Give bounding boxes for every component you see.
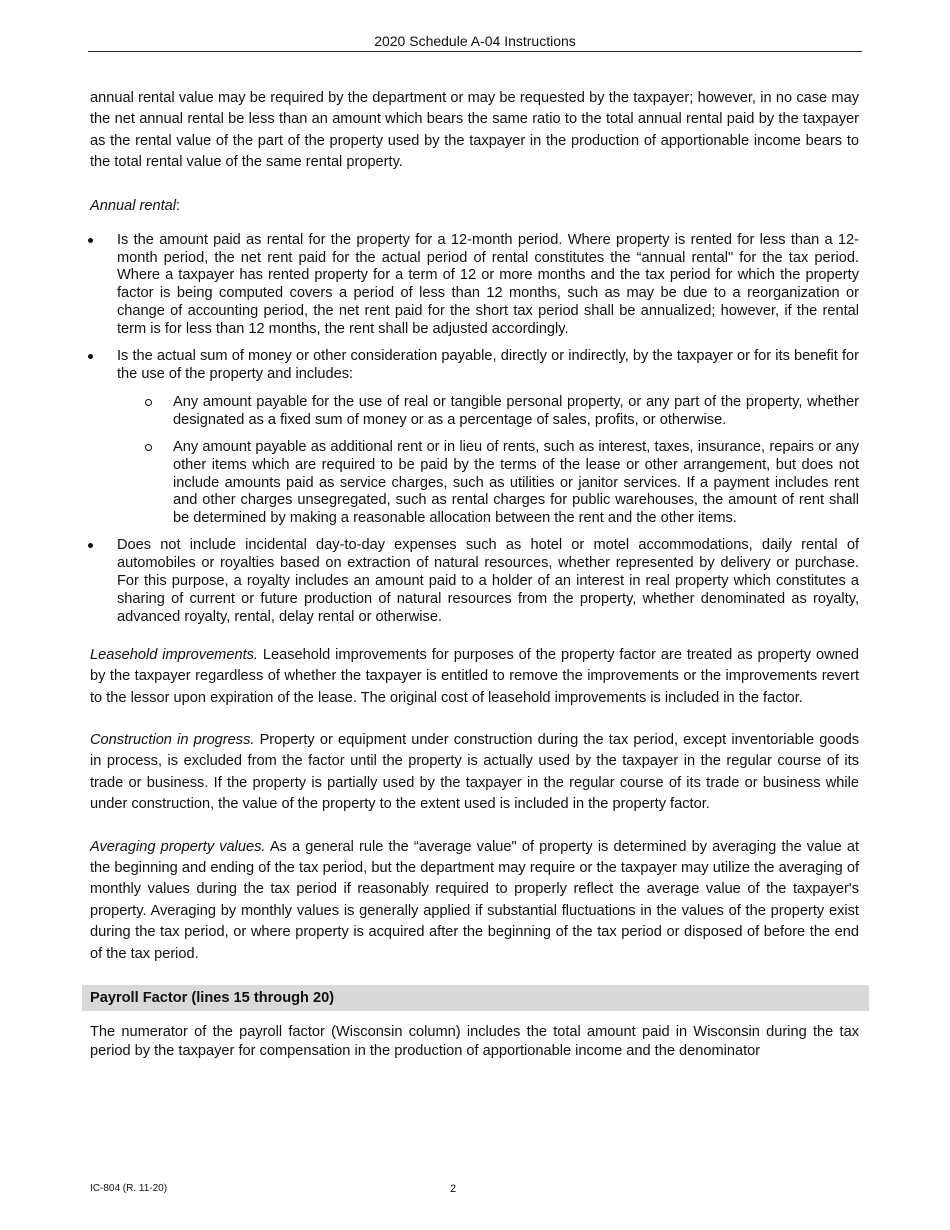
list-item	[90, 537, 859, 627]
leasehold-paragraph	[90, 645, 859, 709]
intro-paragraph: annual rental value may be required by the department or may be requested by the taxpayer; however, in no case may the net annual rental be less than an amount which bears the same ratio to the total annual rental paid by the taxpayer as the rental value of the part of the property used by the taxpayer in the production of apportionable income bears to the total rental value of the same rental property.	[90, 90, 859, 171]
circle-bullet-icon	[145, 444, 152, 451]
list-item	[90, 348, 859, 528]
bullet-icon	[88, 238, 93, 243]
form-id: IC-804 (R. 11-20)	[90, 1183, 168, 1194]
document-body	[90, 88, 859, 1060]
sub-list-item-text: Any amount payable for the use of real or tangible personal property, or any part of the property, whether designated as a fixed sum of money or as a percentage of sales, profits, or otherwise.	[173, 393, 859, 428]
list-item-text: Does not include incidental day-to-day expenses such as hotel or motel accommodations, daily rental of automobiles or royalties based on extraction of natural resources, whether represented by delivery or purchase. For this purpose, a royalty includes an amount paid to a holder of an interest in real property which constitutes a sharing of current or future production of natural resources from the property, whether denominated as royalty, advanced royalty, rental, delay rental or otherwise.	[117, 537, 859, 625]
sub-list	[117, 394, 859, 528]
sub-list-item	[117, 394, 859, 430]
payroll-paragraph: The numerator of the payroll factor (Wisconsin column) includes the total amount paid in Wisconsin during the tax period by the taxpayer for compensation in the production of apportionable income and the denominator	[90, 1024, 859, 1059]
annual-rental-heading-text: Annual rental	[90, 197, 177, 214]
averaging-text: As a general rule the “average value" of property is determined by averaging the value at the beginning and ending of the tax period, but the department may require or the taxpayer may utilize the averaging of monthly values during the tax period if reasonably required to properly reflect the average value of the taxpayer's property. Averaging by monthly values is generally applied if substantial fluctuations in the values of the property exist during the tax period, or where property is acquired after the beginning of the tax period or disposed of before the end of the tax period.	[90, 838, 859, 962]
leasehold-text: Leasehold improvements for purposes of the property factor are treated as property owned by the taxpayer regardless of whether the taxpayer is entitled to remove the improvements or the improvements revert to the lessor upon expiration of the lease. The original cost of leasehold improvements is included in the factor.	[90, 646, 860, 706]
sub-list-item	[117, 439, 859, 529]
circle-bullet-icon	[145, 399, 152, 406]
leasehold-heading: Leasehold improvements.	[90, 646, 258, 663]
list-item	[90, 232, 859, 339]
page-header: 2020 Schedule A-04 Instructions	[88, 33, 862, 52]
annual-rental-heading	[90, 196, 859, 216]
annual-rental-colon: :	[176, 197, 181, 214]
bullet-icon	[88, 354, 93, 359]
bullet-icon	[88, 543, 93, 548]
averaging-heading: Averaging property values.	[90, 838, 266, 855]
construction-heading: Construction in progress.	[90, 731, 255, 748]
averaging-paragraph	[90, 837, 859, 965]
list-item-text: Is the actual sum of money or other consideration payable, directly or indirectly, by the taxpayer or for its benefit for the use of the property and includes:	[117, 348, 859, 382]
payroll-section-heading: Payroll Factor (lines 15 through 20)	[82, 985, 869, 1011]
page-number: 2	[450, 1183, 457, 1195]
sub-list-item-text: Any amount payable as additional rent or in lieu of rents, such as interest, taxes, insurance, repairs or any other items which are required to be paid by the terms of the lease or other arrangement, but does not include amounts paid as service charges, such as utilities or janitor services. If a payment includes rent and other charges unsegregated, such as rental charges for public warehouses, the amount of rent shall be determined by making a reasonable allocation between the rent and the other items.	[173, 438, 859, 527]
list-item-text: Is the amount paid as rental for the property for a 12-month period. Where property is rented for less than a 12-month period, the net rent paid for the actual period of rental constitutes the “annual rental" for the tax period. Where a taxpayer has rented property for a term of 12 or more months and the tax period for which the property factor is being computed covers a period of less than 12 months, such as may be due to a reorganization or change of accounting period, the net rent paid for the short tax period shall be annualized; however, if the rental term is for less than 12 months, the rent shall be adjusted accordingly.	[117, 231, 859, 338]
construction-paragraph	[90, 730, 859, 816]
construction-text: Property or equipment under construction during the tax period, except inventoriable goods in process, is excluded from the factor until the property is actually used by the taxpayer in the regular course of its trade or business. If the property is partially used by the taxpayer in the regular course of its trade or business while under construction, the value of the property to the extent used is included in the property factor.	[90, 731, 859, 813]
annual-rental-list	[90, 232, 859, 627]
